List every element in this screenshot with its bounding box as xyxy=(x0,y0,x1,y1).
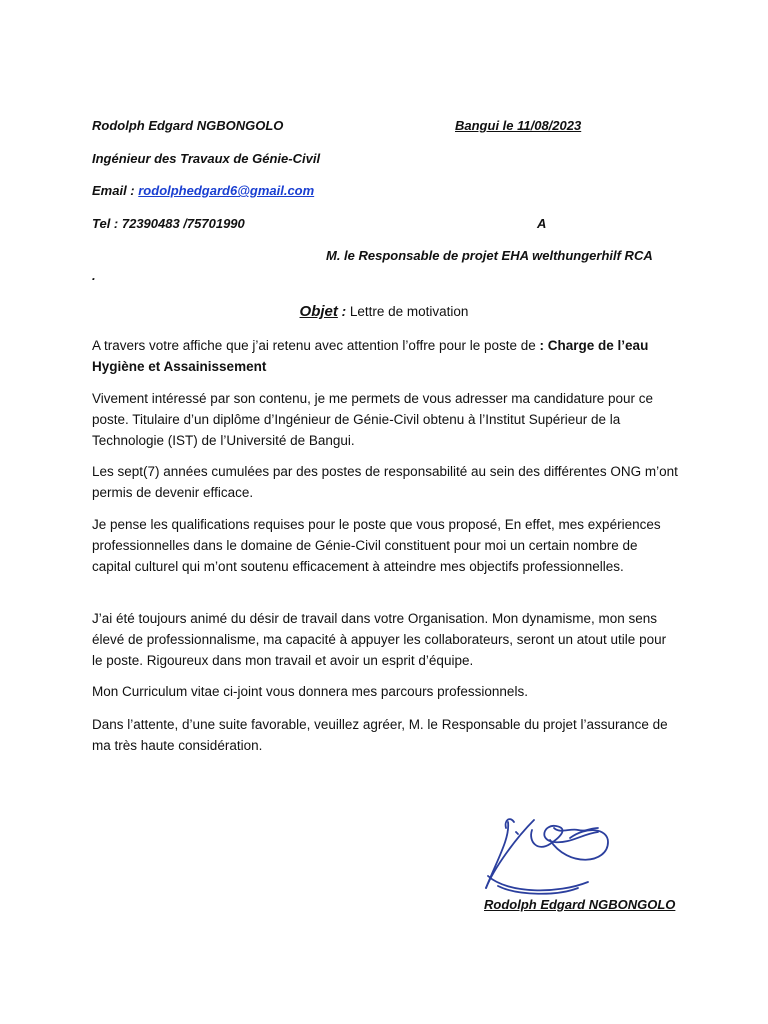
paragraph-1-text: A travers votre affiche que j’ai retenu avec attention l’offre pour le poste de xyxy=(92,338,540,353)
subject-separator: : xyxy=(337,304,350,319)
tel-line: Tel : 72390483 /75701990 xyxy=(92,216,245,231)
to-marker: A xyxy=(537,216,547,231)
paragraph-6: Mon Curriculum vitae ci-joint vous donnera mes parcours professionnels. xyxy=(92,684,528,699)
paragraph-1 xyxy=(92,336,680,378)
sender-title: Ingénieur des Travaux de Génie-Civil xyxy=(92,151,321,166)
email-line xyxy=(92,183,314,198)
signature-drawing xyxy=(458,798,618,898)
subject-line xyxy=(0,303,768,320)
paragraph-1-position: : Charge de l’eau Hygiène et Assainissement xyxy=(92,338,649,374)
email-label: Email : xyxy=(92,183,139,198)
paragraph-5: J’ai été toujours animé du désir de travail dans votre Organisation. Mon dynamisme, mon sens élevé de professionnalisme, ma capacité à appuyer les collaborateurs, seront un atout utile pour le poste. Rigoureux dans mon travail et avoir un esprit d’équipe. xyxy=(92,611,667,668)
stray-dot: . xyxy=(92,268,96,283)
paragraph-4: Je pense les qualifications requises pour le poste que vous proposé, En effet, mes expériences professionnelles dans le domaine de Génie-Civil constituent pour moi un certain nombre de capital culturel qui m’ont soutenu efficacement à atteindre mes objectifs professionnelles. xyxy=(92,517,661,574)
paragraph-7: Dans l’attente, d’une suite favorable, veuillez agréer, M. le Responsable du projet l’assurance de ma très haute considération. xyxy=(92,717,668,753)
subject-label: Objet xyxy=(299,303,338,320)
sender-name: Rodolph Edgard NGBONGOLO xyxy=(92,118,284,133)
paragraph-2: Vivement intéressé par son contenu, je me permets de vous adresser ma candidature pour ce poste. Titulaire d’un diplôme d’Ingénieur de Génie-Civil obtenu à l’Institut Supérieur de la Technologie (IST) de l’Université de Bangui. xyxy=(92,391,654,448)
email-link[interactable]: rodolphedgard6@gmail.com xyxy=(138,183,315,198)
place-date: Bangui le 11/08/2023 xyxy=(455,118,582,133)
subject-text: Lettre de motivation xyxy=(349,304,469,319)
recipient: M. le Responsable de projet EHA welthungerhilf RCA xyxy=(326,248,653,263)
paragraph-3: Les sept(7) années cumulées par des postes de responsabilité au sein des différentes ONG m’ont permis de devenir efficace. xyxy=(92,464,678,500)
signature-name: Rodolph Edgard NGBONGOLO xyxy=(484,897,676,912)
handwritten-signature xyxy=(458,798,618,898)
